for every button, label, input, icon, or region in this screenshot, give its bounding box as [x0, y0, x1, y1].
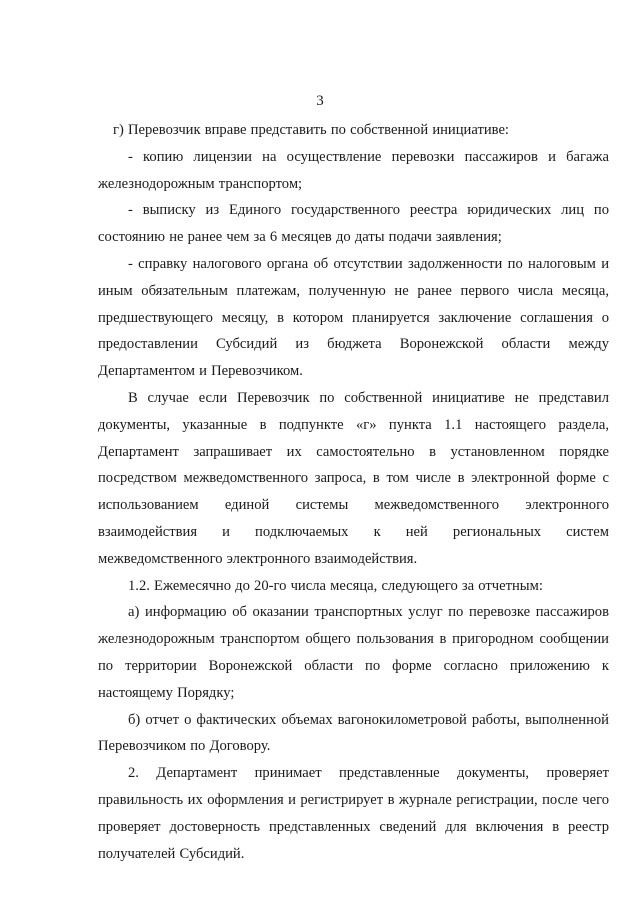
page-number: 3: [316, 93, 324, 109]
paragraph-transport-services-info: а) информацию об оказании транспортных услуг по перевозке пассажиров железнодорожным транспортом общего пользования в пригородном сообщении по территории Воронежской области по форме согласно приложению к настоящему Порядку;: [98, 604, 609, 701]
paragraph-tax-certificate: - справку налогового органа об отсутствии задолженности по налоговым и иным обязательным платежам, полученную не ранее первого числа месяца, предшествующего месяцу, в котором планируется заключение соглашения о предоставлении Субсидий из бюджета Воронежской области между Департаментом и Перевозчиком.: [98, 255, 609, 380]
paragraph-car-km-report: б) отчет о фактических объемах вагонокилометровой работы, выполненной Перевозчиком по Договору.: [98, 711, 609, 755]
paragraph-carrier-initiative: г) Перевозчик вправе представить по собственной инициативе:: [113, 122, 509, 138]
paragraph-interagency-request: В случае если Перевозчик по собственной инициативе не представил документы, указанные в подпункте «г» пункта 1.1 настоящего раздела, Департамент запрашивает их самостоятельно в установленном порядке посредством межведомственного запроса, в том числе в электронной форме с использованием единой системы межведомственного электронного взаимодействия и подключаемых к ней региональных систем межведомственного электронного взаимодействия.: [98, 389, 609, 567]
paragraph-registry-extract: - выписку из Единого государственного реестра юридических лиц по состоянию не ранее чем за 6 месяцев до даты подачи заявления;: [98, 202, 609, 246]
paragraph-monthly-deadline: 1.2. Ежемесячно до 20-го числа месяца, следующего за отчетным:: [128, 577, 543, 594]
paragraph-license-copy: - копию лицензии на осуществление перевозки пассажиров и багажа железнодорожным транспортом;: [98, 148, 609, 192]
document-body: [98, 117, 609, 867]
paragraph-department-review: 2. Департамент принимает представленные документы, проверяет правильность их оформления и регистрирует в журнале регистрации, после чего проверяет достоверность представленных сведений для включения в реестр получателей Субсидий.: [98, 765, 609, 862]
